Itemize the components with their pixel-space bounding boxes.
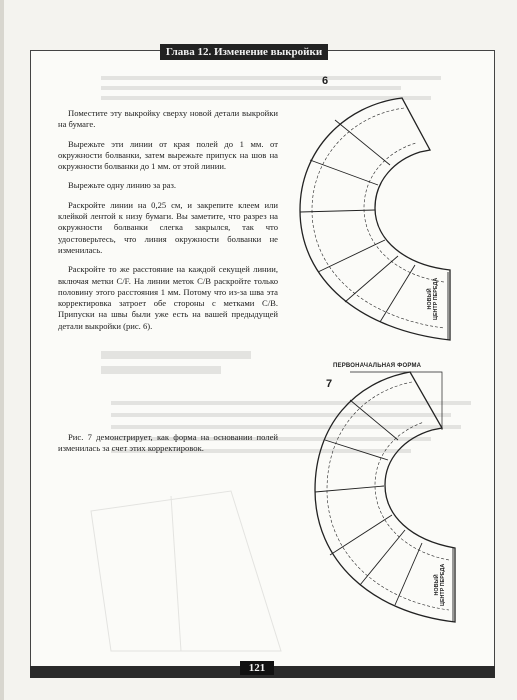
chapter-header: Глава 12. Изменение выкройки	[160, 44, 328, 60]
paragraph: Рис. 7 демонстрирует, как форма на основании полей изменилась за счет этих корректировок.	[58, 432, 278, 454]
figure-7-original-form-label: ПЕРВОНАЧАЛЬНАЯ ФОРМА	[333, 363, 422, 369]
paragraph: Вырежьте эти линии от края полей до 1 мм. от окружности болванки, затем вырежьте припуск на шов на окружности болванки до 1 мм. от этой линии.	[58, 138, 278, 172]
figure-7-number: 7	[326, 378, 333, 390]
paragraph: Раскройте линии на 0,25 см, и закрепите клеем или клейкой лентой к низу бумаги. Вы заметите, что разрез на окружности болванки слегка закрылся, так что удостоверьтесь, что линия окружности болванки не изменилась.	[58, 199, 278, 255]
paragraph: Поместите эту выкройку сверху новой детали выкройки на бумаге.	[58, 108, 278, 130]
paragraph: Раскройте то же расстояние на каждой секущей линии, включая метки C/F. На линии меток C/B раскройте только половину этого расстояния 1 мм. Потому что из-за шва эта корректировка затроет обе стороны с метками C/B. Припуски на швы были уже есть на вашей предыдущей детали выкройки (рис. 6).	[58, 264, 278, 331]
paragraph: Вырежьте одну линию за раз.	[68, 180, 176, 191]
label-line: НОВЫЙ	[434, 574, 440, 596]
figure-6-number: 6	[322, 75, 329, 87]
label-line: ЦЕНТР ПЕРЕДА	[440, 563, 446, 606]
figure-7-center-front-label	[434, 564, 446, 606]
label-line: ЦЕНТР ПЕРЕДА	[433, 277, 439, 320]
page-number: 121	[240, 661, 274, 675]
figure-6-center-front-label	[427, 278, 439, 320]
label-line: НОВЫЙ	[427, 288, 433, 310]
